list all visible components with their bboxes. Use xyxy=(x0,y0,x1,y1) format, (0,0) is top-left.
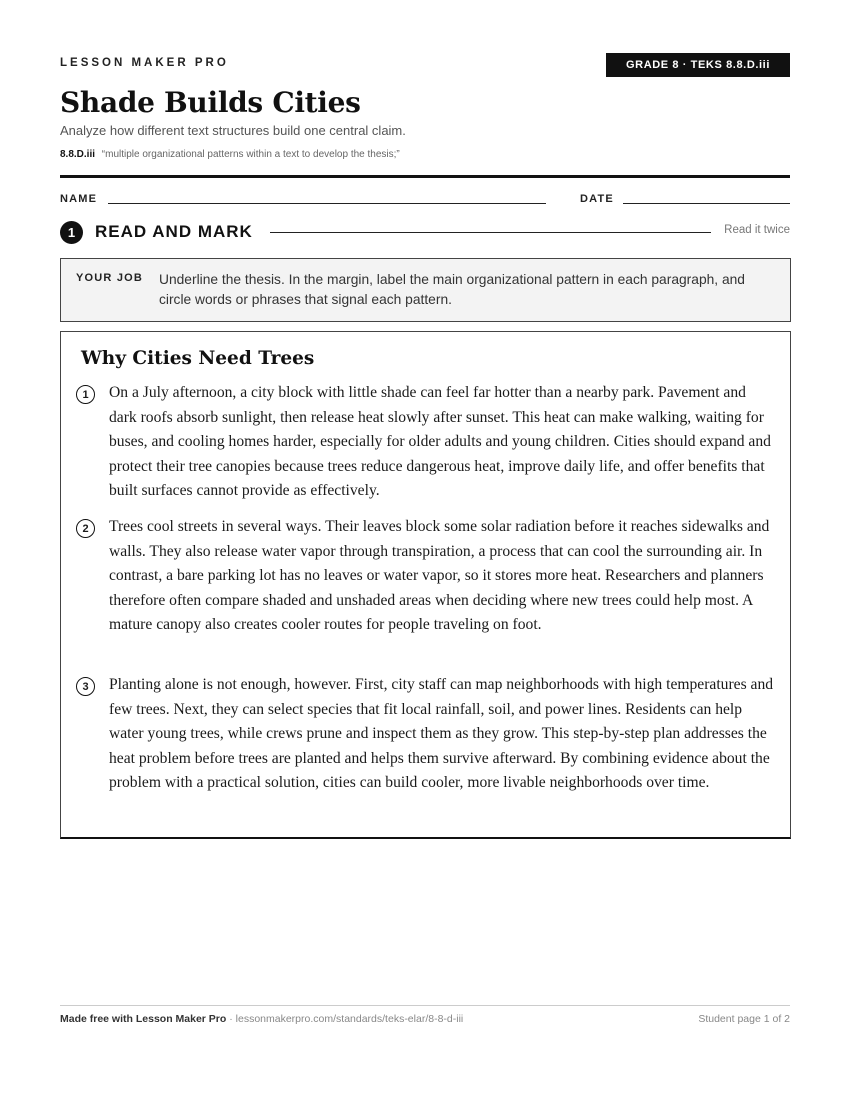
standard-code: 8.8.D.iii xyxy=(60,149,96,160)
passage-title: Why Cities Need Trees xyxy=(81,348,315,369)
job-label: YOUR JOB xyxy=(76,272,144,284)
reading-passage xyxy=(60,331,791,839)
footer-separator: · xyxy=(226,1013,236,1025)
name-label: NAME xyxy=(60,193,98,205)
date-label: DATE xyxy=(580,193,614,205)
standard-text: “multiple organizational patterns within a text to develop the thesis;” xyxy=(101,149,400,160)
paragraph-3: Planting alone is not enough, however. First, city staff can map neighborhoods with high temperatures and few trees. Next, they can select species that fit local rainfall, soil, and power lines. Residents can help water young trees, while crews prune and inspect them as they grow. This step-by-step plan addresses the heat problem before trees are planted and helps them survive afterward. By combining evidence about the problem with a practical solution, cities can build cooler, more livable neighborhoods over time. xyxy=(109,676,774,792)
page-title: Shade Builds Cities xyxy=(60,86,361,119)
grade-badge: GRADE 8 · TEKS 8.8.D.iii xyxy=(606,53,790,77)
paragraph-number-1: 1 xyxy=(76,385,95,404)
job-instructions-box xyxy=(60,258,791,322)
section-note: Read it twice xyxy=(724,224,790,236)
section-divider xyxy=(270,232,711,233)
page-indicator: Student page 1 of 2 xyxy=(698,1013,790,1025)
page-subtitle: Analyze how different text structures build one central claim. xyxy=(60,123,406,138)
footer-divider xyxy=(60,1005,790,1006)
job-text: Underline the thesis. In the margin, label the main organizational pattern in each paragraph, and circle words or phrases that signal each pattern. xyxy=(159,272,745,307)
paragraph-2: Trees cool streets in several ways. Their leaves block some solar radiation before it reaches sidewalks and walls. They also release water vapor through transpiration, a process that can cool the surrounding air. In contrast, a bare parking lot has no leaves or water vapor, so it stores more heat. Researchers and planners therefore often compare shaded and unshaded areas when deciding where new trees could help most. A mature canopy also creates cooler routes for people traveling on foot. xyxy=(109,518,770,634)
name-field[interactable] xyxy=(108,203,546,204)
date-field[interactable] xyxy=(623,203,790,204)
footer-url[interactable]: lessonmakerpro.com/standards/teks-elar/8-8-d-iii xyxy=(235,1013,464,1025)
header-divider xyxy=(60,175,790,178)
section-number-badge: 1 xyxy=(60,221,83,244)
footer-made-by: Made free with Lesson Maker Pro xyxy=(60,1013,227,1025)
paragraph-number-2: 2 xyxy=(76,519,95,538)
standard-line xyxy=(60,149,400,160)
brand-name: LESSON MAKER PRO xyxy=(60,57,229,69)
paragraph-number-3: 3 xyxy=(76,677,95,696)
paragraph-1: On a July afternoon, a city block with little shade can feel far hotter than a nearby park. Pavement and dark roofs absorb sunlight, then release heat slowly after sunset. This heat can make walking, waiting for buses, and cooling homes harder, especially for older adults and young children. Cities should expand and protect their tree canopies because trees reduce dangerous heat, improve daily life, and offer benefits that built surfaces cannot provide as effectively. xyxy=(109,384,771,500)
section-title: READ AND MARK xyxy=(95,222,253,241)
footer-credit xyxy=(60,1013,463,1025)
